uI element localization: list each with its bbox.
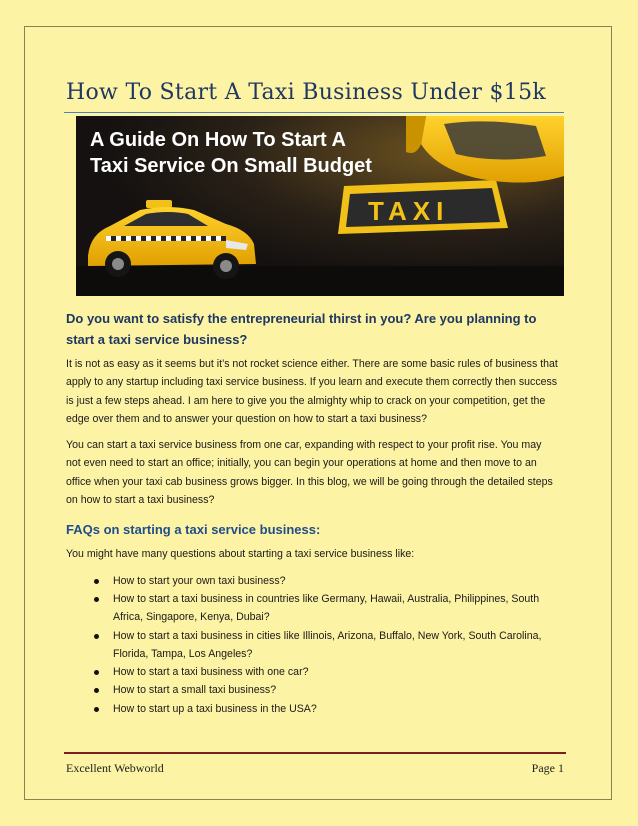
bullet-icon [94, 579, 99, 584]
footer-company: Excellent Webworld [66, 761, 164, 775]
hero-banner-image [76, 116, 564, 296]
faq-list-item: How to start a taxi business in cities like Illinois, Arizona, Buffalo, New York, South Carolina, Florida, Tampa, Los Angeles? [113, 627, 558, 664]
hero-headline-line1: A Guide On How To Start A [90, 129, 346, 151]
faq-intro: You might have many questions about starting a taxi service business like: [66, 548, 415, 561]
article-body [66, 308, 558, 718]
hero-headline-line2: Taxi Service On Small Budget [90, 155, 372, 177]
faq-list-item: How to start a small taxi business? [113, 681, 558, 699]
taxi-roof-sign [338, 180, 508, 234]
bullet-icon [94, 670, 99, 675]
page-number: Page 1 [531, 761, 564, 775]
bullet-icon [94, 597, 99, 602]
footer-rule [64, 752, 566, 754]
lead-question: Do you want to satisfy the entrepreneurial thirst in you? Are you planning to start a taxi service business? [66, 311, 537, 347]
faq-list-item: How to start a taxi business with one car? [113, 663, 558, 681]
title-underline [64, 112, 564, 113]
paragraph-intro: It is not as easy as it seems but it’s not rocket science either. There are some basic rules of business that apply to any startup including taxi service business. If you learn and execute them correctly then success is just a few steps ahead. I am here to give you the almighty whip to crack on your competition, get the edge over them and to answer your question on how to start a taxi business? [66, 358, 558, 425]
document-title: How To Start A Taxi Business Under $15k [66, 80, 547, 105]
bullet-icon [94, 688, 99, 693]
faq-heading: FAQs on starting a taxi service business: [66, 522, 321, 538]
faq-list-item: How to start a taxi business in countries like Germany, Hawaii, Australia, Philippines, South Africa, Singapore, Kenya, Dubai? [113, 590, 558, 627]
hero-illustration [76, 116, 564, 296]
faq-list [66, 572, 558, 718]
roof-sign-text: TAXI [368, 196, 450, 226]
bullet-icon [94, 707, 99, 712]
faq-list-item: How to start your own taxi business? [113, 572, 558, 590]
faq-list-item: How to start up a taxi business in the USA? [113, 700, 558, 718]
paragraph-start-small: You can start a taxi service business from one car, expanding with respect to your profit rise. You may not even need to start an office; initially, you can begin your operations at home and then move to an office when your taxi cab business grows bigger. In this blog, we will be going through the detailed steps on how to start a taxi business? [66, 439, 553, 507]
bullet-icon [94, 634, 99, 639]
